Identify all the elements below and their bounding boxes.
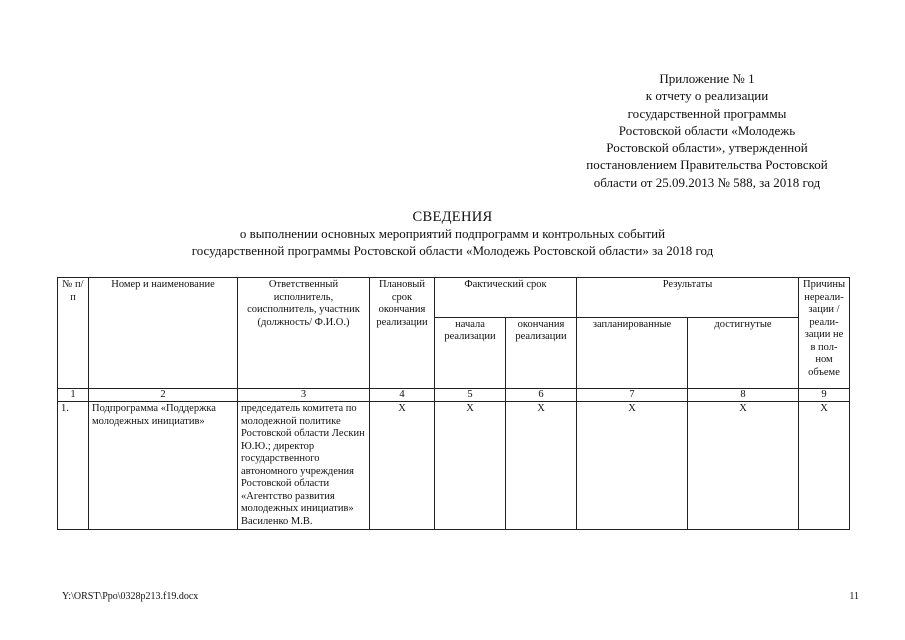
appendix-line: государственной программы — [627, 105, 787, 121]
header-planned: запланированные — [577, 317, 688, 388]
header-reasons: Причины нереали-зации / реали-зации не в пол-ном объеме — [799, 278, 850, 389]
appendix-line: Ростовской области «Молодежь — [618, 122, 796, 138]
row-planned-end: X — [370, 402, 435, 530]
appendix-line: постановлением Правительства Ростовской — [586, 157, 828, 173]
footer-file-path: Y:\ORST\Ppo\0328p213.f19.docx — [62, 591, 199, 602]
column-number: 6 — [506, 389, 577, 402]
header-actual-term: Фактический срок — [435, 278, 577, 318]
row-actual-start: X — [435, 402, 506, 530]
header-actual-end: окончания реализации — [506, 317, 577, 388]
row-achieved: X — [688, 402, 799, 530]
document-subtitle-line2: государственной программы Ростовской области «Молодежь Ростовской области» за 2018 год — [191, 242, 714, 258]
column-number: 7 — [577, 389, 688, 402]
footer-page-number: 11 — [849, 591, 859, 602]
header-results: Результаты — [577, 278, 799, 318]
appendix-block — [557, 70, 857, 191]
row-num: 1. — [58, 402, 89, 530]
header-achieved: достигнутые — [688, 317, 799, 388]
row-actual-end: X — [506, 402, 577, 530]
appendix-line: Приложение № 1 — [659, 71, 755, 86]
column-number: 1 — [58, 389, 89, 402]
row-name: Подпрограмма «Поддержка молодежных инициатив» — [89, 402, 238, 530]
header-num: № п/п — [58, 278, 89, 389]
document-subtitle-line1: о выполнении основных мероприятий подпрограмм и контрольных событий — [239, 226, 666, 241]
report-table — [57, 277, 850, 530]
column-number: 2 — [89, 389, 238, 402]
row-planned: X — [577, 402, 688, 530]
column-number: 5 — [435, 389, 506, 402]
document-heading — [0, 208, 905, 259]
header-responsible: Ответственный исполнитель, соисполнитель, участник (должность/ Ф.И.О.) — [238, 278, 370, 389]
header-planned-end: Плановый срок окончания реализации — [370, 278, 435, 389]
appendix-line: области от 25.09.2013 № 588, за 2018 год — [593, 174, 821, 190]
row-responsible: председатель комитета по молодежной политике Ростовской области Лескин Ю.Ю.; директор государственного автономного учреждения Ростовской области «Агентство развития молодежных инициатив» Василенко М.В. — [238, 402, 370, 530]
column-number: 8 — [688, 389, 799, 402]
column-number-row — [58, 389, 850, 402]
header-actual-start: начала реализации — [435, 317, 506, 388]
appendix-line: к отчету о реализации — [645, 88, 769, 104]
column-number: 9 — [799, 389, 850, 402]
row-reasons: X — [799, 402, 850, 530]
column-number: 4 — [370, 389, 435, 402]
column-number: 3 — [238, 389, 370, 402]
header-name: Номер и наименование — [89, 278, 238, 389]
appendix-line: Ростовской области», утвержденной — [606, 140, 808, 156]
header-row — [58, 278, 850, 318]
document-title: СВЕДЕНИЯ — [412, 209, 493, 225]
table-row — [58, 402, 850, 530]
